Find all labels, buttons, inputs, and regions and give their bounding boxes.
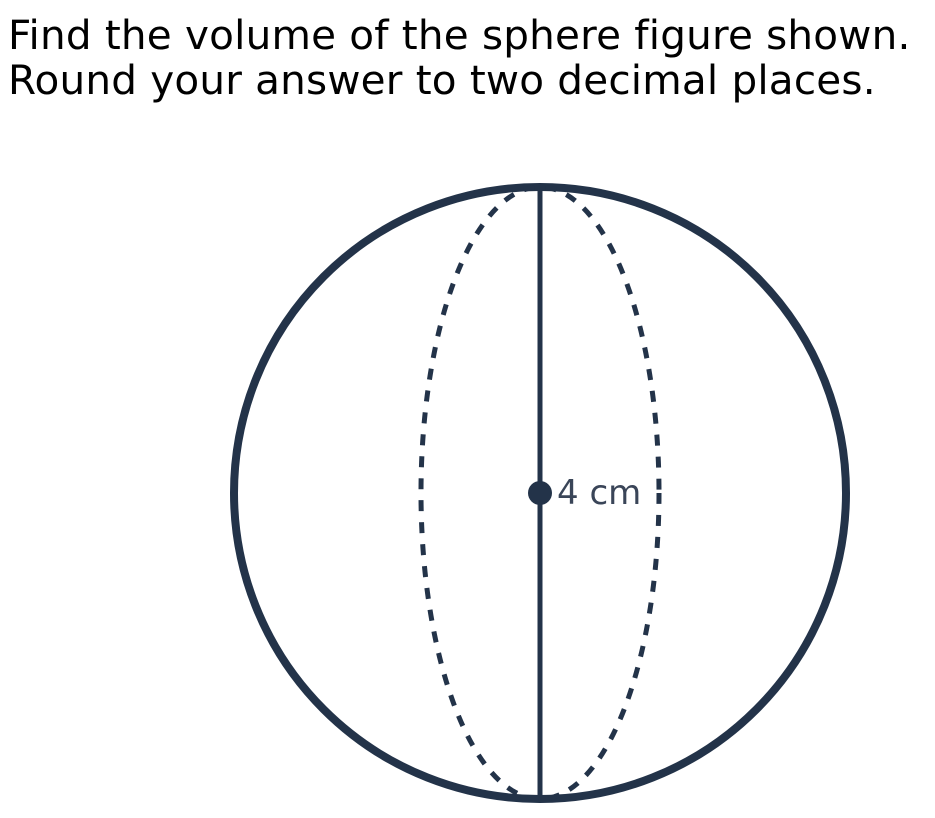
question-line-2: Round your answer to two decimal places. bbox=[8, 56, 876, 104]
question-line-1: Find the volume of the sphere figure shown. bbox=[8, 11, 911, 59]
center-point bbox=[528, 481, 552, 505]
radius-label: 4 cm bbox=[557, 473, 642, 513]
